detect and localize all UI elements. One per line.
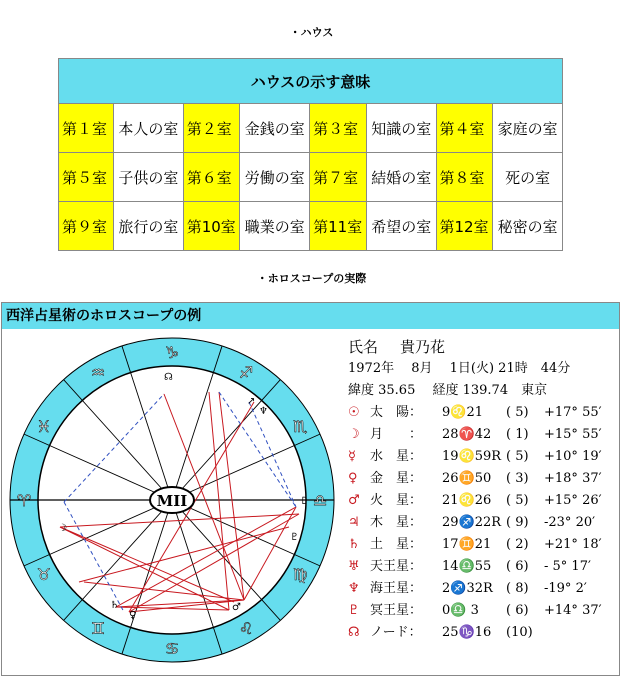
planet-icon: ♅ bbox=[348, 559, 360, 574]
house-meaning: 旅行の室 bbox=[114, 202, 184, 251]
zodiac-sign-icon: ♏ bbox=[292, 417, 308, 436]
moon-marker: ☽ bbox=[58, 523, 67, 534]
saturn-marker: ♄ bbox=[110, 600, 119, 611]
house-number: 第３室 bbox=[310, 104, 367, 153]
planet-icon: ☉ bbox=[348, 405, 360, 420]
planet-house: ( 1) bbox=[506, 427, 529, 442]
planet-icon: ♇ bbox=[348, 603, 360, 618]
planet-position: 0♎ 3 bbox=[442, 603, 479, 618]
planet-declination: -19° 2′ bbox=[544, 581, 587, 596]
planet-house: ( 8) bbox=[506, 581, 529, 596]
planet-name: ノード： bbox=[370, 625, 422, 640]
planet-row bbox=[348, 468, 618, 490]
zodiac-sign-icon: ♒ bbox=[90, 362, 106, 382]
planet-row bbox=[348, 600, 618, 622]
house-number: 第９室 bbox=[59, 202, 114, 251]
planet-row bbox=[348, 578, 618, 600]
house-number: 第２室 bbox=[183, 104, 240, 153]
planet-declination: -23° 20′ bbox=[544, 515, 596, 530]
zodiac-sign-icon: ♍ bbox=[292, 565, 308, 584]
house-number: 第11室 bbox=[310, 202, 367, 251]
planet-house: ( 5) bbox=[506, 449, 529, 464]
planet-name: 土 星： bbox=[370, 537, 423, 552]
house-meaning: 金銭の室 bbox=[240, 104, 310, 153]
planet-declination: +15° 26′ bbox=[544, 493, 602, 508]
mars-marker: ♂ bbox=[232, 602, 241, 613]
planet-name: 海王星： bbox=[370, 581, 423, 596]
panel-title: 西洋占星術のホロスコープの例 bbox=[2, 303, 619, 329]
planet-house: ( 6) bbox=[506, 603, 529, 618]
birth-row: 1972年 8月 1日(火) 21時 44分 bbox=[348, 361, 571, 376]
table-row bbox=[59, 202, 563, 251]
planet-house: ( 3) bbox=[506, 471, 529, 486]
planet-row bbox=[348, 490, 618, 512]
planet-position: 19♌59R bbox=[442, 449, 502, 464]
planet-row bbox=[348, 622, 618, 644]
planet-name: 月 ： bbox=[370, 427, 423, 442]
node-marker: ☊ bbox=[164, 372, 173, 383]
planet-house: ( 2) bbox=[506, 537, 529, 552]
planet-name: 水 星： bbox=[370, 449, 423, 464]
table-row bbox=[59, 153, 563, 202]
planet-row bbox=[348, 446, 618, 468]
horoscope-wheel bbox=[4, 332, 340, 672]
jupiter-marker: ↗ bbox=[247, 396, 256, 407]
horoscope-section-title: ・ホロスコープの実際 bbox=[256, 272, 367, 285]
name-value: 貴乃花 bbox=[400, 338, 446, 356]
planet-name: 金 星： bbox=[370, 471, 423, 486]
planet-icon: ♃ bbox=[348, 515, 360, 530]
planet-position: 2♐32R bbox=[442, 581, 493, 596]
planet-declination: +18° 37′ bbox=[544, 471, 602, 486]
house-meaning: 結婚の室 bbox=[366, 153, 436, 202]
planet-row bbox=[348, 556, 618, 578]
zodiac-sign-icon: ♎ bbox=[312, 491, 328, 510]
planet-position: 14♎55 bbox=[442, 559, 492, 574]
location-row: 緯度 35.65 経度 139.74 東京 bbox=[348, 383, 548, 398]
house-meaning: 希望の室 bbox=[366, 202, 436, 251]
planet-name: 冥王星： bbox=[370, 603, 423, 618]
house-number: 第１室 bbox=[59, 104, 114, 153]
sun-marker: ♇ bbox=[290, 532, 299, 543]
house-meaning: 労働の室 bbox=[240, 153, 310, 202]
planet-declination: +14° 37′ bbox=[544, 603, 602, 618]
name-row bbox=[348, 336, 618, 358]
pluto-marker: ♇ bbox=[300, 496, 309, 507]
venus-marker: ♀ bbox=[129, 610, 137, 621]
planet-declination: +17° 55′ bbox=[544, 405, 602, 420]
houses-table-header: ハウスの示す意味 bbox=[59, 59, 563, 104]
house-number: 第７室 bbox=[310, 153, 367, 202]
planet-row bbox=[348, 512, 618, 534]
center-label: MII bbox=[156, 492, 188, 510]
planet-position: 21♌26 bbox=[442, 493, 492, 508]
planet-position: 29♐22R bbox=[442, 515, 502, 530]
house-number: 第８室 bbox=[436, 153, 493, 202]
planet-house: (10) bbox=[506, 625, 533, 640]
planet-position: 9♌21 bbox=[442, 405, 483, 420]
zodiac-sign-icon: ♊ bbox=[90, 619, 106, 639]
planet-icon: ☊ bbox=[348, 625, 360, 640]
planet-declination: +10° 19′ bbox=[544, 449, 602, 464]
planet-position: 17♊21 bbox=[442, 537, 492, 552]
planet-position: 28♈42 bbox=[442, 427, 492, 442]
table-row bbox=[59, 104, 563, 153]
horoscope-info bbox=[348, 336, 618, 644]
planet-house: ( 6) bbox=[506, 559, 529, 574]
zodiac-sign-icon: ♉ bbox=[36, 565, 52, 584]
zodiac-sign-icon: ♋ bbox=[164, 639, 180, 658]
house-meaning: 秘密の室 bbox=[493, 202, 563, 251]
planet-name: 木 星： bbox=[370, 515, 423, 530]
house-meaning: 知識の室 bbox=[366, 104, 436, 153]
house-number: 第12室 bbox=[436, 202, 493, 251]
house-meaning: 職業の室 bbox=[240, 202, 310, 251]
house-meaning: 本人の室 bbox=[114, 104, 184, 153]
planet-name: 天王星： bbox=[370, 559, 423, 574]
house-number: 第４室 bbox=[436, 104, 493, 153]
planet-name: 火 星： bbox=[370, 493, 423, 508]
planet-position: 25♑16 bbox=[442, 625, 492, 640]
planet-row bbox=[348, 534, 618, 556]
planet-row bbox=[348, 424, 618, 446]
planet-declination: +15° 55′ bbox=[544, 427, 602, 442]
planet-house: ( 5) bbox=[506, 405, 529, 420]
house-meaning: 子供の室 bbox=[114, 153, 184, 202]
house-meaning: 死の室 bbox=[493, 153, 563, 202]
planet-row bbox=[348, 402, 618, 424]
planet-declination: - 5° 17′ bbox=[544, 559, 591, 574]
houses-table bbox=[58, 58, 563, 251]
planet-house: ( 5) bbox=[506, 493, 529, 508]
planet-icon: ☿ bbox=[348, 449, 356, 464]
name-label: 氏名 bbox=[348, 338, 379, 356]
planet-declination: +21° 18′ bbox=[544, 537, 602, 552]
zodiac-sign-icon: ♐ bbox=[238, 362, 254, 382]
house-number: 第６室 bbox=[183, 153, 240, 202]
zodiac-sign-icon: ♌ bbox=[238, 619, 254, 639]
house-section-title: ・ハウス bbox=[289, 26, 334, 39]
zodiac-sign-icon: ♓ bbox=[36, 417, 52, 436]
house-number: 第10室 bbox=[183, 202, 240, 251]
planet-icon: ☽ bbox=[348, 427, 360, 442]
planet-icon: ♆ bbox=[348, 581, 360, 596]
neptune-marker: ♆ bbox=[259, 406, 268, 417]
planet-icon: ♂ bbox=[348, 493, 360, 508]
house-meaning: 家庭の室 bbox=[493, 104, 563, 153]
planet-icon: ♀ bbox=[348, 471, 358, 486]
zodiac-sign-icon: ♑ bbox=[164, 343, 180, 362]
planet-house: ( 9) bbox=[506, 515, 529, 530]
zodiac-sign-icon: ♈ bbox=[16, 491, 32, 510]
house-number: 第５室 bbox=[59, 153, 114, 202]
planet-name: 太 陽： bbox=[370, 405, 423, 420]
planet-icon: ♄ bbox=[348, 537, 360, 552]
planet-position: 26♊50 bbox=[442, 471, 492, 486]
